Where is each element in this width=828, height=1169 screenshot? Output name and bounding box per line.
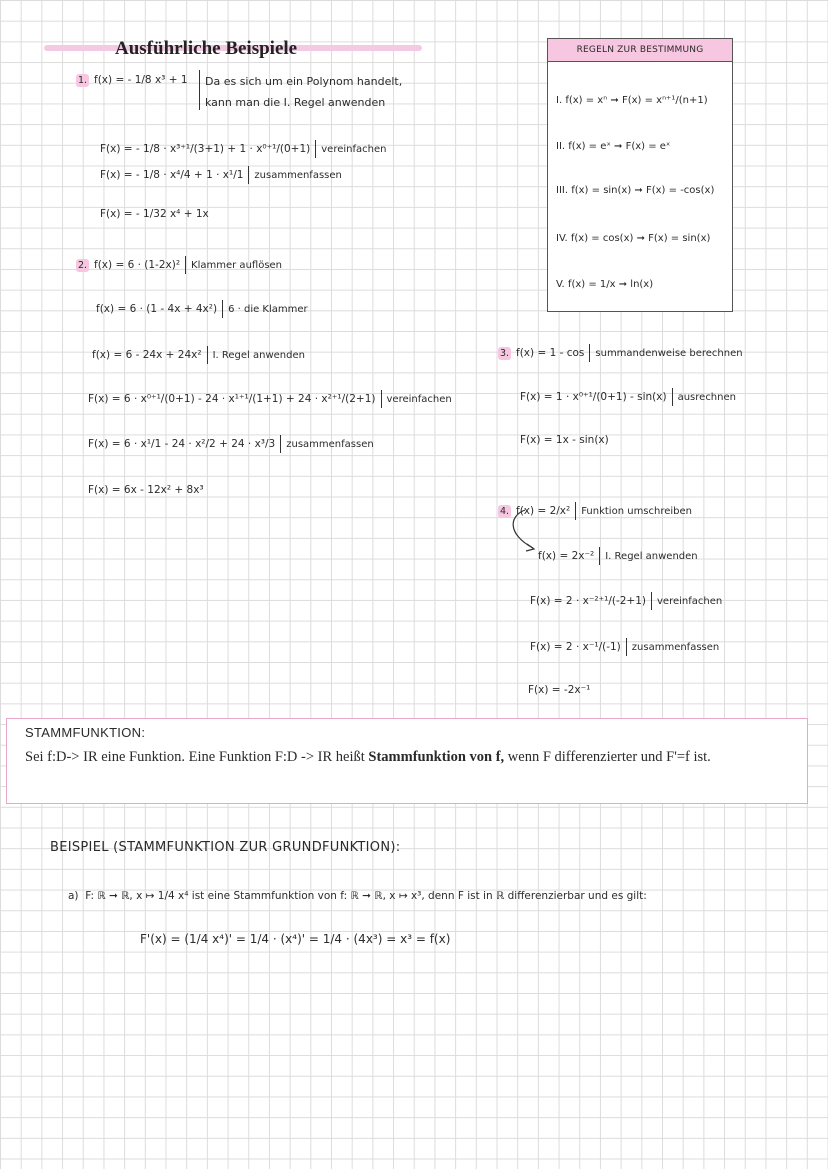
example-2-number: 2. bbox=[77, 260, 88, 271]
example-2-step-2-note: I. Regel anwenden bbox=[212, 350, 305, 361]
example-2-step-4-note: zusammenfassen bbox=[286, 439, 374, 450]
example-1-number: 1. bbox=[77, 75, 88, 86]
example-2-step-4: F(x) = 6 · x¹/1 - 24 · x²/2 + 24 · x³/3 zusammenfassen bbox=[88, 435, 374, 453]
example-2-function: 2. f(x) = 6 · (1-2x)² Klammer auflösen bbox=[76, 256, 282, 274]
example-4-step-1-note: I. Regel anwenden bbox=[605, 551, 698, 562]
rule-4: IV. f(x) = cos(x) ➞ F(x) = sin(x) bbox=[556, 233, 711, 244]
example-1-note-1: Da es sich um ein Polynom handelt, bbox=[205, 75, 403, 88]
example-4-number: 4. bbox=[499, 506, 510, 517]
example-2-step-3: F(x) = 6 · x⁰⁺¹/(0+1) - 24 · x¹⁺¹/(1+1) + 24 · x²⁺¹/(2+1) vereinfachen bbox=[88, 390, 452, 408]
example-3-number: 3. bbox=[499, 348, 510, 359]
example-2-step-1: f(x) = 6 · (1 - 4x + 4x²) 6 · die Klammer bbox=[96, 300, 308, 318]
example-4-note: Funktion umschreiben bbox=[581, 506, 693, 517]
example-a-equation: F'(x) = (1/4 x⁴)' = 1/4 · (x⁴)' = 1/4 · (4x³) = x³ = f(x) bbox=[140, 932, 451, 946]
rule-1: I. f(x) = xⁿ ➞ F(x) = xⁿ⁺¹/(n+1) bbox=[556, 95, 708, 106]
example-3-step-1: F(x) = 1 · x⁰⁺¹/(0+1) - sin(x) ausrechnen bbox=[520, 388, 736, 406]
example-1-result: F(x) = - 1/32 x⁴ + 1x bbox=[100, 208, 209, 220]
example-2-step-3-note: vereinfachen bbox=[386, 394, 452, 405]
example-1-step-1: F(x) = - 1/8 · x³⁺¹/(3+1) + 1 · x⁰⁺¹/(0+1) vereinfachen bbox=[100, 140, 386, 158]
example-4-result: F(x) = -2x⁻¹ bbox=[528, 684, 591, 696]
example-4-step-3-note: zusammenfassen bbox=[631, 642, 720, 653]
example-1-f: f(x) = - 1/8 x³ + 1 bbox=[94, 74, 188, 86]
example-3-function: 3. f(x) = 1 - cos summandenweise berechnen bbox=[498, 344, 743, 362]
example-2-note: Klammer auflösen bbox=[191, 260, 283, 271]
example-1-divider bbox=[199, 70, 200, 110]
example-1-note-2: kann man die I. Regel anwenden bbox=[205, 96, 386, 109]
example-1-step-2: F(x) = - 1/8 · x⁴/4 + 1 · x¹/1 zusammenfassen bbox=[100, 166, 342, 184]
example-2-step-2: f(x) = 6 - 24x + 24x² I. Regel anwenden bbox=[92, 346, 305, 364]
example-a-label: a) bbox=[68, 890, 79, 902]
example-2-result: F(x) = 6x - 12x² + 8x³ bbox=[88, 484, 204, 496]
page-title: Ausführliche Beispiele bbox=[115, 38, 298, 59]
definition-text: Sei f:D-> IR eine Funktion. Eine Funktion F:D -> IR heißt Stammfunktion von f, wenn F differenzierter und F'=f ist. bbox=[25, 749, 711, 765]
example-2-step-1-note: 6 · die Klammer bbox=[228, 304, 308, 315]
example-1-function bbox=[76, 74, 188, 87]
example-3-note: summandenweise berechnen bbox=[595, 348, 743, 359]
example-a-text: a) F: ℝ ➞ ℝ, x ↦ 1/4 x⁴ ist eine Stammfunktion von f: ℝ ➞ ℝ, x ↦ x³, denn F ist in ℝ differenzierbar und es gilt: bbox=[68, 890, 647, 902]
rules-header: REGELN ZUR BESTIMMUNG bbox=[548, 39, 732, 62]
rule-2: II. f(x) = eˣ ➞ F(x) = eˣ bbox=[556, 141, 671, 152]
example-heading: BEISPIEL (STAMMFUNKTION ZUR GRUNDFUNKTION): bbox=[50, 840, 401, 855]
rules-box bbox=[547, 38, 733, 312]
definition-box bbox=[6, 718, 808, 804]
example-4-step-2: F(x) = 2 · x⁻²⁺¹/(-2+1) vereinfachen bbox=[530, 592, 722, 610]
rule-3: III. f(x) = sin(x) ➞ F(x) = -cos(x) bbox=[556, 185, 715, 196]
definition-heading: STAMMFUNKTION: bbox=[25, 725, 146, 740]
curved-arrow-icon bbox=[503, 504, 543, 554]
example-4-function: 4. f(x) = 2/x² Funktion umschreiben bbox=[498, 502, 692, 520]
example-3-step-1-note: ausrechnen bbox=[677, 392, 736, 403]
example-4-step-2-note: vereinfachen bbox=[657, 596, 723, 607]
rule-5: V. f(x) = 1/x ➞ ln(x) bbox=[556, 279, 654, 290]
example-1-step-2-note: zusammenfassen bbox=[254, 170, 342, 181]
example-1-step-1-note: vereinfachen bbox=[321, 144, 387, 155]
example-4-step-1: f(x) = 2x⁻² I. Regel anwenden bbox=[538, 547, 698, 565]
example-3-result: F(x) = 1x - sin(x) bbox=[520, 434, 609, 446]
example-4-step-3: F(x) = 2 · x⁻¹/(-1) zusammenfassen bbox=[530, 638, 719, 656]
